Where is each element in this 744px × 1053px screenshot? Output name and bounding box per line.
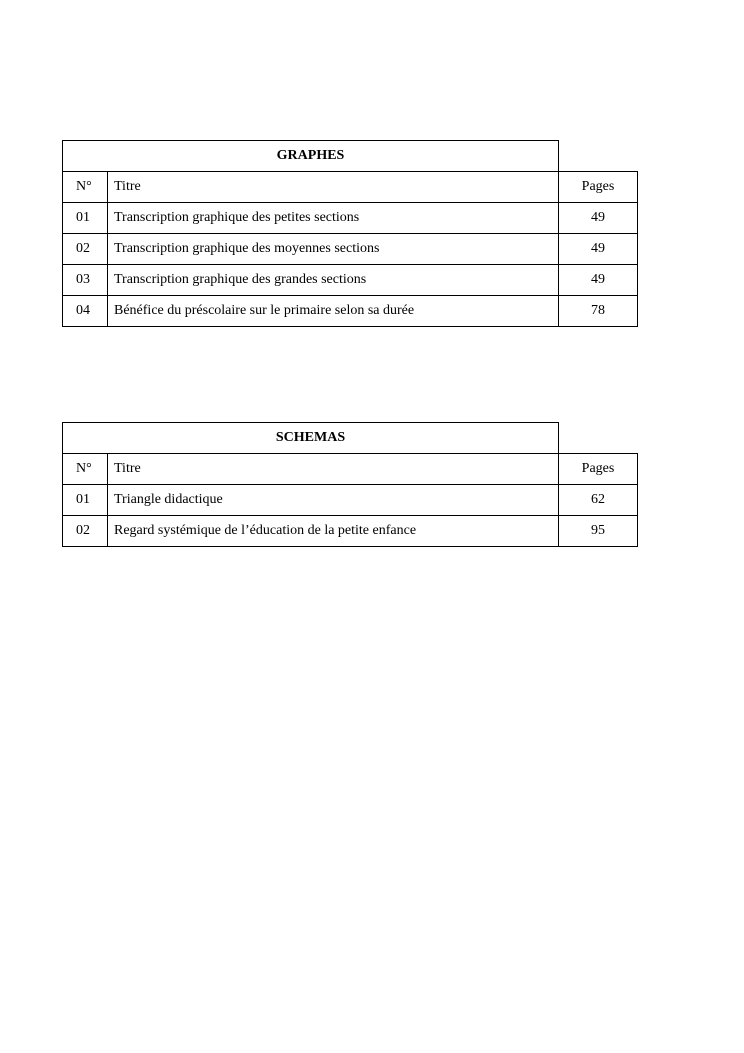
- row-title: Triangle didactique: [108, 485, 559, 516]
- schemas-table: [62, 422, 638, 547]
- row-num: 02: [63, 516, 108, 547]
- column-header-num: N°: [63, 172, 108, 203]
- row-pages: 49: [559, 203, 638, 234]
- row-title: Transcription graphique des grandes sections: [108, 265, 559, 296]
- row-pages: 49: [559, 234, 638, 265]
- column-header-row: [63, 454, 638, 485]
- column-header-row: [63, 172, 638, 203]
- heading-blank-cell: [559, 423, 638, 454]
- row-pages: 49: [559, 265, 638, 296]
- table-heading: GRAPHES: [63, 141, 559, 172]
- table-row: [63, 265, 638, 296]
- column-header-title: Titre: [108, 172, 559, 203]
- row-num: 01: [63, 203, 108, 234]
- table-row: [63, 516, 638, 547]
- table-row: [63, 485, 638, 516]
- row-pages: 62: [559, 485, 638, 516]
- row-pages: 95: [559, 516, 638, 547]
- row-pages: 78: [559, 296, 638, 327]
- row-title: Regard systémique de l’éducation de la petite enfance: [108, 516, 559, 547]
- table-row: [63, 296, 638, 327]
- heading-blank-cell: [559, 141, 638, 172]
- table-heading-row: [63, 423, 638, 454]
- row-num: 01: [63, 485, 108, 516]
- row-title: Transcription graphique des petites sections: [108, 203, 559, 234]
- row-title: Bénéfice du préscolaire sur le primaire selon sa durée: [108, 296, 559, 327]
- column-header-num: N°: [63, 454, 108, 485]
- table-row: [63, 234, 638, 265]
- row-title: Transcription graphique des moyennes sections: [108, 234, 559, 265]
- table-heading: SCHEMAS: [63, 423, 559, 454]
- column-header-title: Titre: [108, 454, 559, 485]
- row-num: 03: [63, 265, 108, 296]
- graphes-table: [62, 140, 638, 327]
- column-header-pages: Pages: [559, 454, 638, 485]
- row-num: 04: [63, 296, 108, 327]
- column-header-pages: Pages: [559, 172, 638, 203]
- table-row: [63, 203, 638, 234]
- table-heading-row: [63, 141, 638, 172]
- row-num: 02: [63, 234, 108, 265]
